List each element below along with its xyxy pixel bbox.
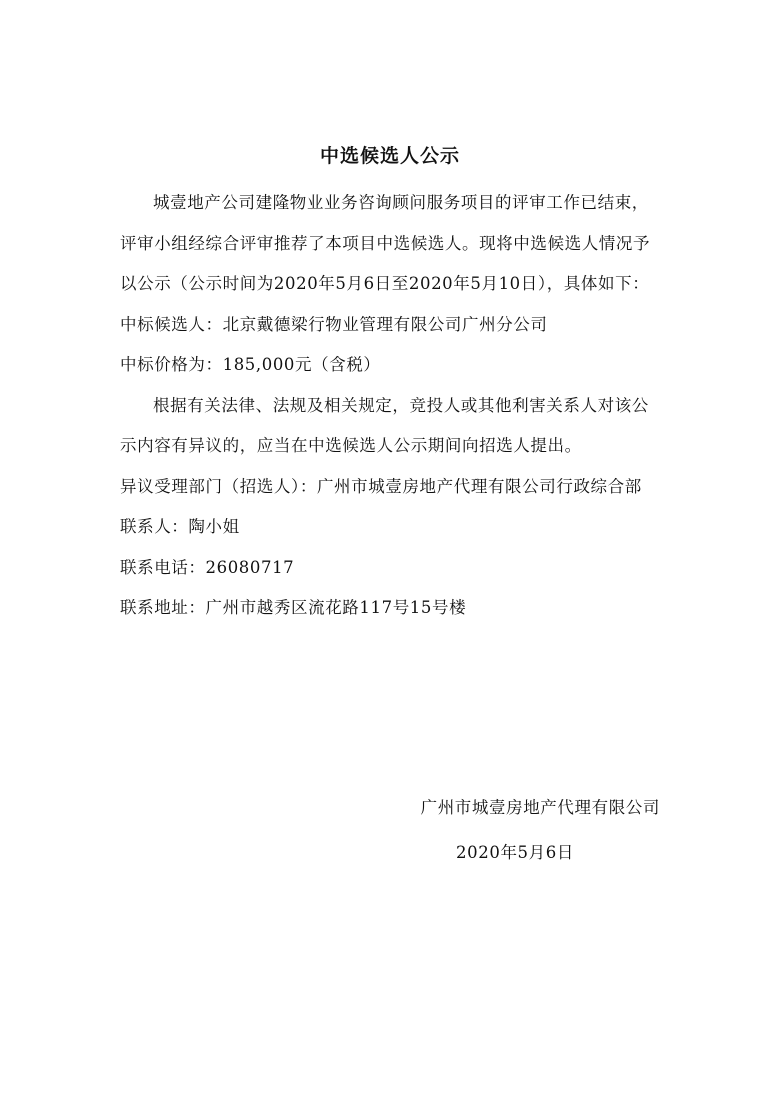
contact-address-line: 联系地址：广州市越秀区流花路117号15号楼 xyxy=(120,598,467,617)
contact-phone-line: 联系电话：26080717 xyxy=(120,557,295,577)
signature-company: 广州市城壹房地产代理有限公司 xyxy=(420,798,660,817)
winner-line: 中标候选人：北京戴德梁行物业管理有限公司广州分公司 xyxy=(120,314,548,334)
price-line: 中标价格为：185,000元（含税） xyxy=(120,355,381,374)
document-body xyxy=(120,183,660,629)
contact-person-line: 联系人：陶小姐 xyxy=(120,517,240,536)
objection-note-paragraph: 根据有关法律、法规及相关规定，竞投人或其他利害关系人对该公示内容有异议的，应当在中选候选人公示期间向招选人提出。 xyxy=(120,395,649,455)
document-title: 中选候选人公示 xyxy=(319,145,460,167)
signature-date: 2020年5月6日 xyxy=(456,843,574,862)
intro-paragraph: 城壹地产公司建隆物业业务咨询顾问服务项目的评审工作已结束，评审小组经综合评审推荐了本项目中选候选人。现将中选候选人情况予以公示（公示时间为2020年5月6日至2020年5月10日），具体如下： xyxy=(120,193,651,293)
objection-department-line: 异议受理部门（招选人）：广州市城壹房地产代理有限公司行政综合部 xyxy=(120,476,642,496)
